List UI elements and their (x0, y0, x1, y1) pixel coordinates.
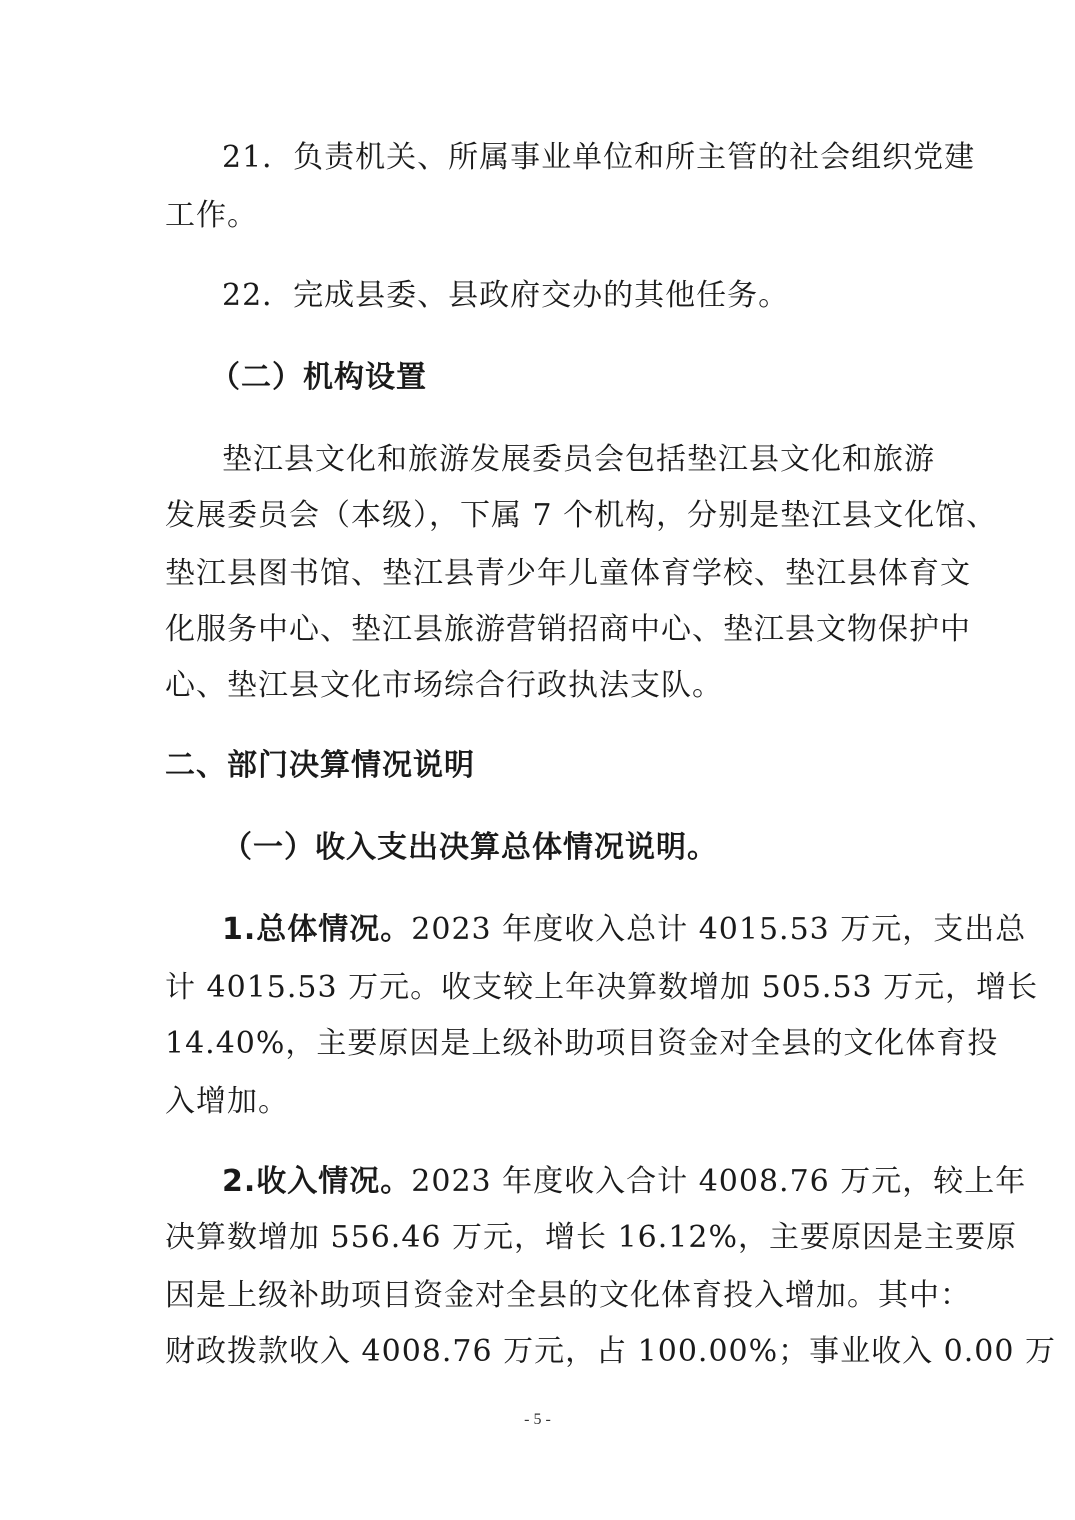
heading-institution-setup: （二）机构设置 (210, 360, 427, 395)
paragraph-income-line-2: 决算数增加 556.46 万元，增长 16.12%，主要原因是主要原 (165, 1220, 1017, 1255)
income-line-1-text: 2023 年度收入合计 4008.76 万元，较上年 (411, 1164, 1027, 1199)
paragraph-institution-line-5: 心、垫江县文化市场综合行政执法支队。 (165, 668, 723, 703)
subheading-income-expenditure: （一）收入支出决算总体情况说明。 (222, 830, 718, 865)
page-number: - 5 - (524, 1411, 551, 1428)
paragraph-institution-line-4: 化服务中心、垫江县旅游营销招商中心、垫江县文物保护中 (165, 612, 971, 647)
paragraph-21-line-2: 工作。 (165, 198, 258, 233)
paragraph-overall-line-1 (222, 910, 1026, 950)
paragraph-22: 22．完成县委、县政府交办的其他任务。 (222, 278, 790, 313)
paragraph-overall-line-4: 入增加。 (165, 1084, 289, 1119)
paragraph-overall-line-3: 14.40%，主要原因是上级补助项目资金对全县的文化体育投 (165, 1026, 999, 1061)
income-lead-text: 2.收入情况。 (222, 1164, 412, 1199)
section-heading-final-accounts: 二、部门决算情况说明 (165, 748, 475, 783)
paragraph-institution-line-2: 发展委员会（本级），下属 7 个机构，分别是垫江县文化馆、 (165, 498, 998, 533)
paragraph-income-line-1 (222, 1162, 1026, 1202)
overall-lead-text: 1.总体情况。 (222, 912, 412, 947)
paragraph-income-line-4: 财政拨款收入 4008.76 万元，占 100.00%；事业收入 0.00 万 (165, 1334, 1057, 1369)
paragraph-income-line-3: 因是上级补助项目资金对全县的文化体育投入增加。其中： (165, 1278, 971, 1313)
paragraph-institution-line-1: 垫江县文化和旅游发展委员会包括垫江县文化和旅游 (222, 442, 935, 477)
paragraph-overall-line-2: 计 4015.53 万元。收支较上年决算数增加 505.53 万元，增长 (165, 970, 1039, 1005)
overall-line-1-text: 2023 年度收入总计 4015.53 万元，支出总 (411, 912, 1027, 947)
paragraph-21-line-1: 21．负责机关、所属事业单位和所主管的社会组织党建 (222, 140, 976, 175)
paragraph-institution-line-3: 垫江县图书馆、垫江县青少年儿童体育学校、垫江县体育文 (165, 556, 971, 591)
